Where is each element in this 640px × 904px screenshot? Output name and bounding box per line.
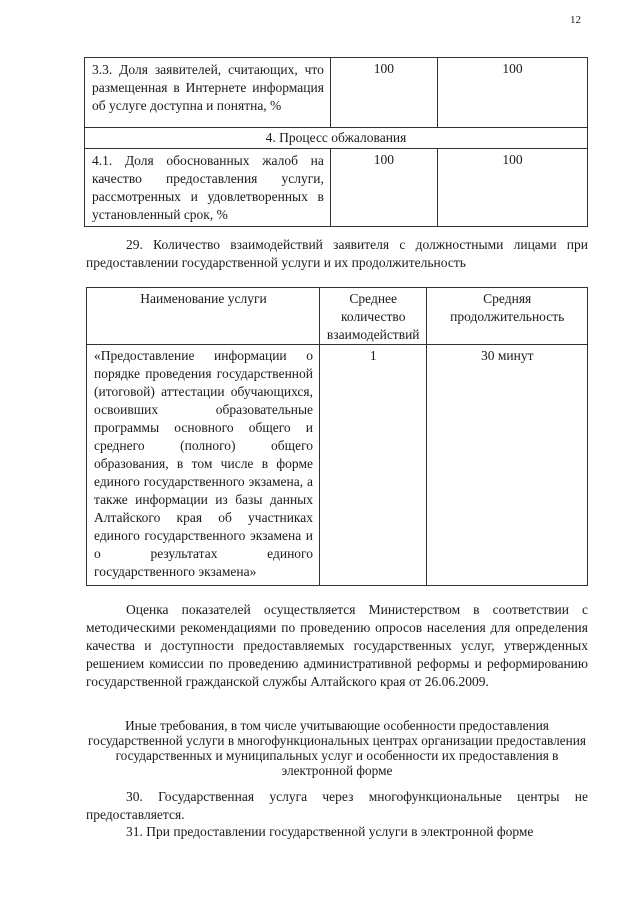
- paragraph-31: 31. При предоставлении государственной услуги в электронной форме: [126, 824, 534, 839]
- table-row: [85, 58, 588, 128]
- table-row: [87, 345, 588, 586]
- header-service-name: Наименование услуги: [87, 288, 320, 345]
- interaction-count: 1: [320, 345, 427, 586]
- table-section-row: [85, 128, 588, 149]
- header-avg-duration: Средняя продолжительность: [427, 288, 588, 345]
- page-number: 12: [570, 14, 581, 26]
- interactions-table: [86, 287, 588, 586]
- paragraph-29: 29. Количество взаимодействий заявителя с должностными лицами при предоставлении государственной услуги и их продолжительность: [86, 237, 588, 270]
- indicator-name: 4.1. Доля обоснованных жалоб на качество предоставления услуги, рассмотренных и удовлетворенных в установленный срок, %: [85, 149, 331, 227]
- table-header-row: [87, 288, 588, 345]
- indicator-target: 100: [437, 58, 587, 128]
- indicator-value: 100: [330, 58, 437, 128]
- service-name: «Предоставление информации о порядке проведения государственной (итоговой) аттестации обучающихся, освоивших образовательные программы основного общего и среднего (полного) общего образования, в том числе в форме единого государственного экзамена, а также информации из базы данных Алтайского края об участниках единого государственного экзамена и о результатах единого государственного экзамена»: [87, 345, 320, 586]
- indicator-value: 100: [330, 149, 437, 227]
- indicator-target: 100: [437, 149, 587, 227]
- paragraph-30: 30. Государственная услуга через многофункциональные центры не предоставляется.: [86, 789, 588, 822]
- indicator-name: 3.3. Доля заявителей, считающих, что размещенная в Интернете информация об услуге доступна и понятна, %: [85, 58, 331, 128]
- header-avg-count: Среднее количество взаимодействий: [320, 288, 427, 345]
- section-title: 4. Процесс обжалования: [85, 128, 588, 149]
- interaction-duration: 30 минут: [427, 345, 588, 586]
- paragraph-evaluation: Оценка показателей осуществляется Министерством в соответствии с методическими рекомендациями по проведению опросов населения для определения качества и доступности предоставляемых государственных услуг, утвержденных решением комиссии по проведению административной реформы и реформированию государственной гражданской службы Алтайского края от 26.06.2009.: [86, 602, 588, 689]
- table-row: [85, 149, 588, 227]
- indicators-table: [84, 57, 588, 227]
- section-heading: Иные требования, в том числе учитывающие особенности предоставления государственной услуги в многофункциональных центрах организации предоставления государственных и муниципальных услуг и особенности их предоставления в электронной форме: [88, 718, 586, 778]
